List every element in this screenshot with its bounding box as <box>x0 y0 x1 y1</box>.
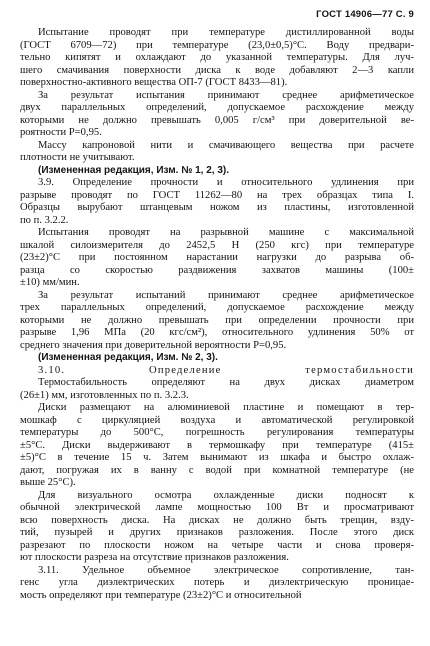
text-line: тий, пузырей и других признаков разложения. После этого диск <box>20 527 414 538</box>
text-line: температуры до 500°С, погрешность регулирования температуры <box>20 427 414 438</box>
text-line: разца со скоростью раздвижения захватов машины (100± <box>20 264 414 276</box>
text-line: 3.9. Определение прочности и относительного удлинения при <box>38 177 414 188</box>
text-line: Термостабильность определяют на двух дисках диаметром <box>38 377 414 388</box>
text-line: тельно кипятят и охлаждают до указанной температуры. Для луч- <box>20 52 414 63</box>
paragraph <box>20 90 414 140</box>
text-line: обычной электрической лампе мощностью 100 Вт и просматривают <box>20 502 414 513</box>
paragraph <box>20 177 414 227</box>
text-line: ±5°С. Диски выдерживают в термошкафу при температуре (415± <box>20 439 414 451</box>
paragraph <box>20 227 414 290</box>
text-line: всю поверхность диска. На дисках не должно быть трещин, взду- <box>20 514 414 526</box>
text-line: шего смачивания поверхности диска к воде добавляют 2—3 капли <box>20 64 414 76</box>
text-line: ±10) мм/мин. <box>20 277 80 288</box>
paragraph <box>20 290 414 353</box>
paragraph <box>20 402 414 490</box>
text-line: трех параллельных определений, допускаемое расхождение между <box>20 302 414 313</box>
text-line: выше 25°С). <box>20 477 76 488</box>
text-line: (26±1) мм, изготовленных по п. 3.2.3. <box>20 389 189 401</box>
document-body <box>20 27 414 602</box>
amendment-note <box>20 352 414 365</box>
paragraph <box>20 140 414 165</box>
text-line: мошкаф с циркуляцией воздуха и автоматической регулировкой <box>20 414 414 426</box>
text-line: среднего значения при доверительной вероятности P=0,95. <box>20 339 287 351</box>
text-line: роятности P=0,95. <box>20 127 102 138</box>
text-line: (23±2)°С при постоянном нарастании нагрузки до разрыва об- <box>20 252 414 263</box>
text-line: (Измененная редакция, Изм. № 2, 3). <box>38 352 218 363</box>
paragraph <box>20 365 414 403</box>
text-line: 3.11. Удельное объемное электрическое сопротивление, тан- <box>38 564 414 576</box>
text-line: Испытания проводят на разрывной машине с максимальной <box>38 227 414 238</box>
text-line: 3.10. Определение термостабильности <box>38 364 414 376</box>
text-line: двух параллельных определений, допускаемое расхождение между <box>20 102 414 113</box>
text-line: которыми не должно превышать при определении прочности при <box>20 314 414 326</box>
text-line: мость определяют при температуре (23±2)°С и относительной <box>20 589 302 601</box>
text-line: (Измененная редакция, Изм. № 1, 2, 3). <box>38 164 230 176</box>
text-line: (ГОСТ 6709—72) при температуре (23,0±0,5)°С. Воду предвари- <box>20 39 414 51</box>
text-line: За результат испытаний принимают среднее арифметическое <box>38 289 414 301</box>
text-line: которыми не должно превышать 0,005 г/см³ при доверительной ве- <box>20 114 414 126</box>
text-line: разрезают по плоскости ножом на четыре части и снова проверя- <box>20 539 414 551</box>
amendment-note <box>20 165 414 178</box>
text-line: Испытание проводят при температуре дистиллированной воды <box>38 27 414 38</box>
text-line: дают, погружая их в ванну с водой при комнатной температуре (не <box>20 464 414 476</box>
text-line: ±5)°С в течение 15 ч. Затем вынимают из шкафа и быстро охлаж- <box>20 452 414 463</box>
text-line: Для визуального осмотра охлажденные диски подносят к <box>38 489 414 501</box>
text-line: Массу капроновой нити и смачивающего вещества при расчете <box>38 139 414 151</box>
text-line: Диски размещают на алюминиевой пластине и помещают в тер- <box>38 402 414 413</box>
text-line: Образцы вырубают штанцевым ножом из пластины, изготовленной <box>20 202 414 213</box>
text-line: шкалой силоизмерителя до 2452,5 Н (250 кгс) при температуре <box>20 239 414 251</box>
text-line: плотности не учитывают. <box>20 152 135 163</box>
text-line: ют плоскости разреза на отсутствие признаков разложения. <box>20 552 289 563</box>
text-line: разрыве 1,96 МПа (20 кгс/см²), относительного удлинения 50% от <box>20 327 414 338</box>
paragraph <box>20 27 414 90</box>
text-line: поверхностно-активного вещества ОП-7 (ГОСТ 8433—81). <box>20 77 288 88</box>
running-head: ГОСТ 14906—77 С. 9 <box>316 9 414 20</box>
paragraph <box>20 565 414 603</box>
text-line: За результат испытания принимают среднее арифметическое <box>38 89 414 101</box>
paragraph <box>20 490 414 565</box>
text-line: разрыве проводят по ГОСТ 11262—80 на трех образцах типа I. <box>20 189 414 201</box>
text-line: по п. 3.2.2. <box>20 214 69 226</box>
text-line: генс угла диэлектрических потерь и диэлектрическую проницае- <box>20 577 414 588</box>
